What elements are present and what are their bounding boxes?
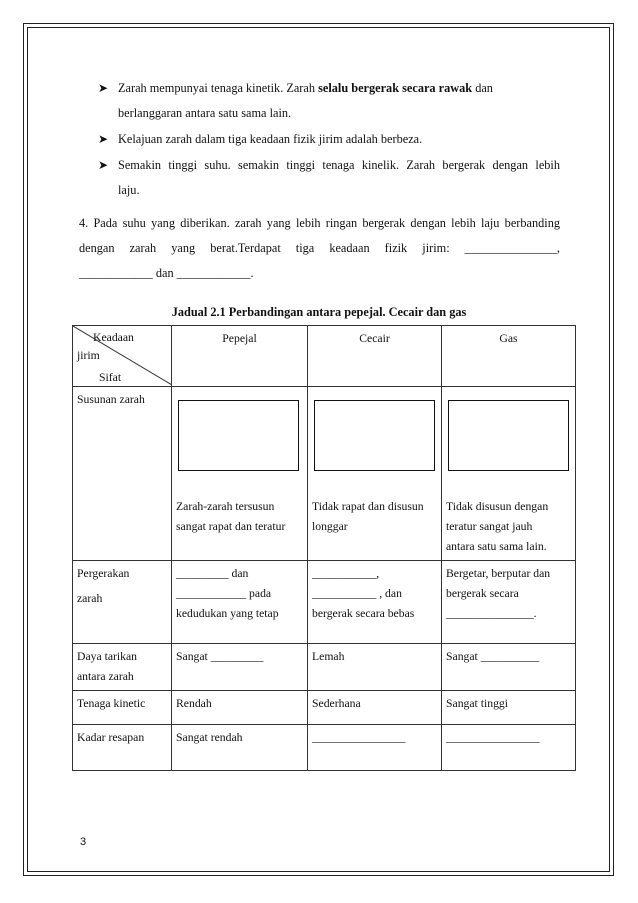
paragraph-line: dengan zarah yang berat.Terdapat tiga keadaan fizik jirim: _______________, [79,241,560,255]
comparison-table [72,325,576,771]
cell-text: antara zarah [77,670,134,683]
paragraph-line: 4. Pada suhu yang diberikan. zarah yang lebih ringan bergerak dengan lebih laju berbanding [79,216,560,230]
corner-cell [73,326,172,387]
cell-text: Zarah-zarah tersusun [176,500,275,513]
arrow-bullet-icon: ➤ [98,158,109,172]
cell-text: kedudukan yang tetap [176,607,279,620]
table-caption: Jadual 2.1 Perbandingan antara pepejal. Cecair dan gas [171,305,467,319]
bullet-text: berlanggaran antara satu sama lain. [118,106,292,120]
corner-label-top: Keadaan [93,331,134,344]
cell-text: zarah [77,592,103,605]
bullet-text: laju. [118,183,140,197]
table-row [73,725,576,771]
row-label: Tenaga kinetic [73,691,172,725]
bullet-bold-text: selalu bergerak secara rawak [318,81,473,95]
cell-pergerakan-pepejal [172,561,308,644]
bullet-list [98,76,560,204]
cell-tenaga-cecair: Sederhana [308,691,442,725]
arrow-bullet-icon: ➤ [98,132,109,146]
cell-text: ___________, [312,567,380,580]
row-label [73,561,172,644]
table-row [73,561,576,644]
arrow-bullet-icon: ➤ [98,81,109,95]
table-header-row [73,326,576,387]
cell-kadar-cecair: ________________ [308,725,442,771]
table-row [73,691,576,725]
cell-susunan-gas [442,387,576,561]
cell-text: Daya tarikan [77,650,138,663]
bullet-text: Zarah mempunyai tenaga kinetik. Zarah [118,81,319,95]
paragraph-line: ____________ dan ____________. [79,266,254,280]
cell-text: ____________ pada [176,587,272,600]
cell-text: sangat rapat dan teratur [176,520,286,533]
cell-kadar-pepejal: Sangat rendah [172,725,308,771]
cell-pergerakan-gas [442,561,576,644]
cell-text: ___________ , dan [312,587,402,600]
cell-text: antara satu sama lain. [446,540,547,553]
cell-daya-pepejal: Sangat _________ [172,644,308,691]
cell-text: Tidak disusun dengan [446,500,549,513]
cell-text: Bergetar, berputar dan [446,567,551,580]
header-gas: Gas [442,326,576,387]
cell-text: teratur sangat jauh [446,520,533,533]
corner-label-mid: jirim [77,349,100,362]
row-label: Kadar resapan [73,725,172,771]
bullet-item [98,76,560,126]
bullet-item [98,127,560,152]
cell-susunan-cecair [308,387,442,561]
cell-tenaga-pepejal: Rendah [172,691,308,725]
cell-daya-cecair: Lemah [308,644,442,691]
cell-daya-gas: Sangat __________ [442,644,576,691]
drawing-box [178,400,299,471]
cell-pergerakan-cecair [308,561,442,644]
cell-tenaga-gas: Sangat tinggi [442,691,576,725]
cell-susunan-pepejal [172,387,308,561]
cell-text: longgar [312,520,348,533]
bullet-text: Semakin tinggi suhu. semakin tinggi tenaga kinelik. Zarah bergerak dengan lebih [118,158,560,172]
corner-label-bottom: Sifat [99,371,122,384]
bullet-text: dan [472,81,493,95]
cell-text: _______________. [446,607,537,620]
drawing-box [448,400,569,471]
table-row [73,387,576,561]
page-number: 3 [80,836,87,848]
drawing-box [314,400,435,471]
bullet-item [98,153,560,203]
cell-text: Pergerakan [77,567,130,580]
cell-text: bergerak secara bebas [312,607,415,620]
question-paragraph [79,211,560,286]
row-label [73,644,172,691]
bullet-text: Kelajuan zarah dalam tiga keadaan fizik jirim adalah berbeza. [118,132,423,146]
cell-text: Tidak rapat dan disusun [312,500,424,513]
header-pepejal: Pepejal [172,326,308,387]
table-row [73,644,576,691]
header-cecair: Cecair [308,326,442,387]
row-label: Susunan zarah [73,387,172,561]
cell-text: bergerak secara [446,587,519,600]
cell-text: _________ dan [176,567,249,580]
cell-kadar-gas: ________________ [442,725,576,771]
